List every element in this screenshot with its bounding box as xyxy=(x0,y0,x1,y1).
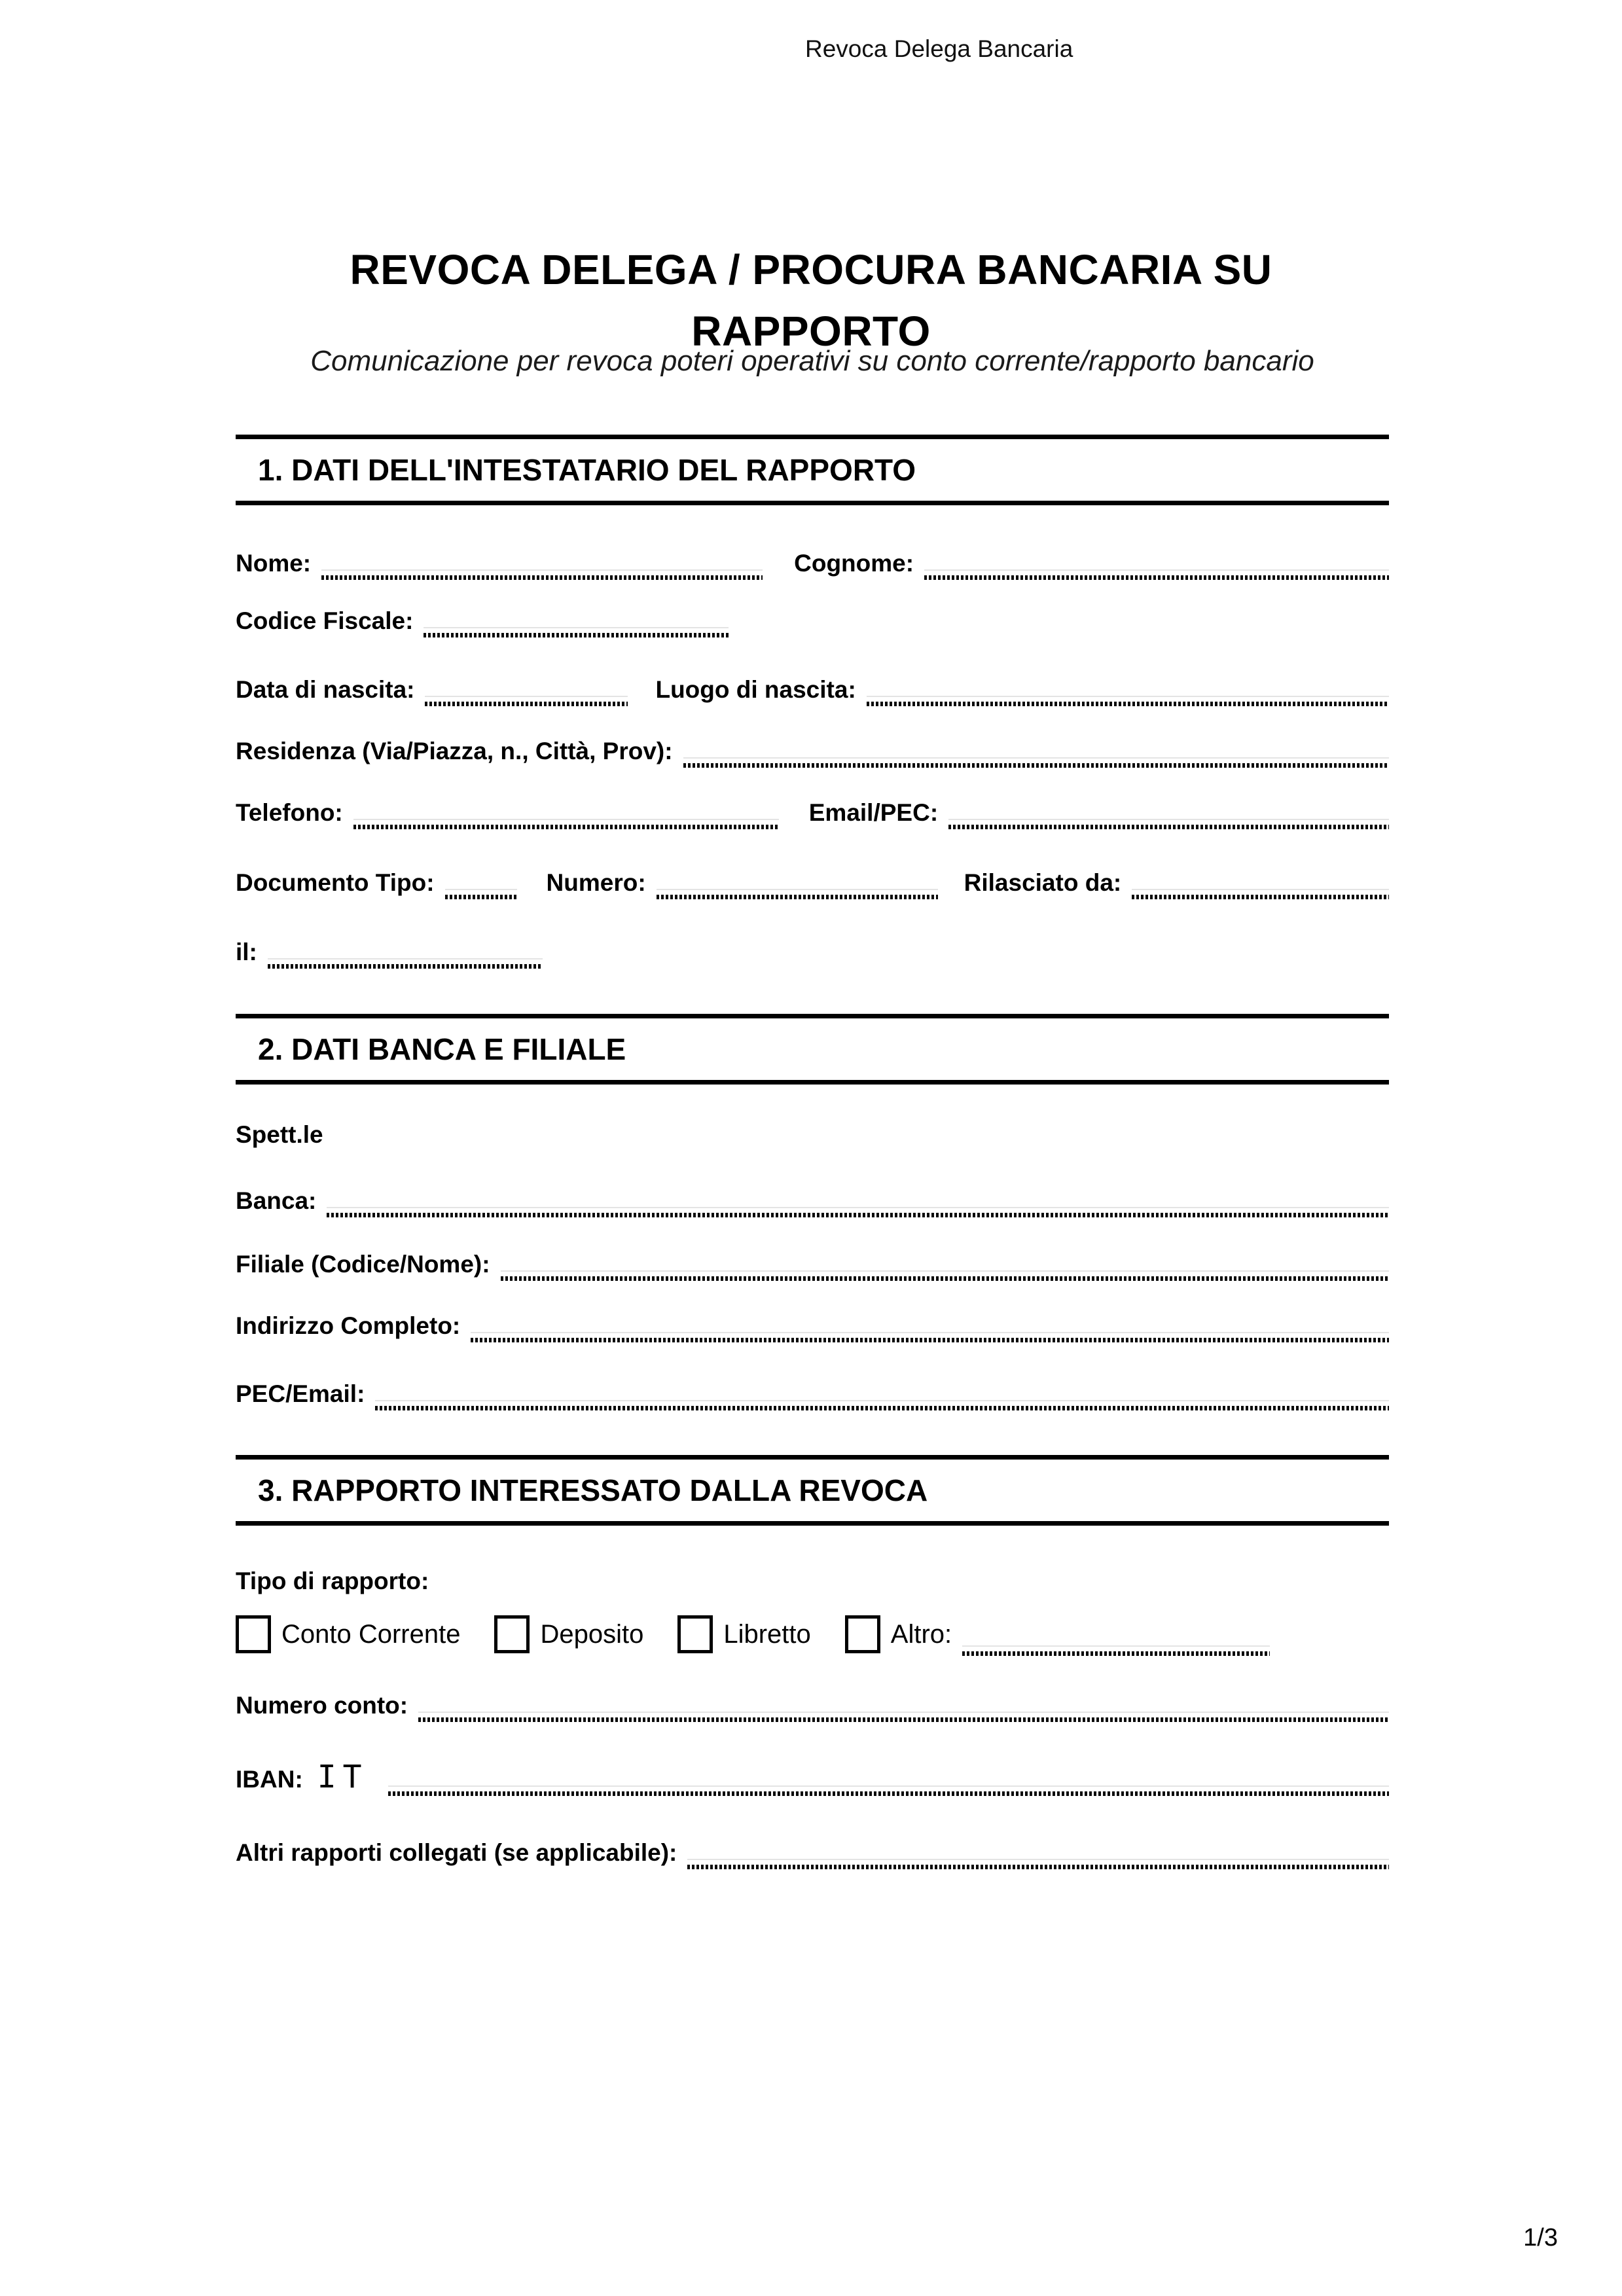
documento-numero-label: Numero: xyxy=(546,869,646,896)
row-telefono-email xyxy=(236,797,1389,829)
numero-conto-input-line[interactable] xyxy=(418,1712,1389,1722)
nome-label: Nome: xyxy=(236,550,312,577)
row-documento xyxy=(236,867,1389,899)
telefono-label: Telefono: xyxy=(236,799,343,826)
data-nascita-label: Data di nascita: xyxy=(236,676,415,703)
tipo-rapporto-options xyxy=(236,1615,1389,1653)
spettle-text: Spett.le xyxy=(236,1121,323,1148)
luogo-nascita-label: Luogo di nascita: xyxy=(655,676,856,703)
section-1-heading: 1. DATI DELL'INTESTATARIO DEL RAPPORTO xyxy=(236,435,1389,505)
tipo-rapporto-label: Tipo di rapporto: xyxy=(236,1568,429,1594)
pec-email-input-line[interactable] xyxy=(375,1400,1389,1410)
iban-input-line[interactable] xyxy=(388,1785,1389,1796)
luogo-nascita-input-line[interactable] xyxy=(867,696,1389,706)
iban-country-value[interactable]: IT xyxy=(317,1759,369,1795)
iban-label: IBAN: xyxy=(236,1766,303,1793)
conto-corrente-label: Conto Corrente xyxy=(281,1620,461,1649)
row-pec-email xyxy=(236,1378,1389,1410)
libretto-label: Libretto xyxy=(723,1620,811,1649)
residenza-label: Residenza (Via/Piazza, n., Città, Prov): xyxy=(236,738,673,764)
data-nascita-input-line[interactable] xyxy=(425,696,628,706)
row-filiale xyxy=(236,1248,1389,1281)
email-pec-label: Email/PEC: xyxy=(808,799,939,826)
option-altro xyxy=(845,1615,952,1653)
rilasciato-da-label: Rilasciato da: xyxy=(964,869,1122,896)
il-label: il: xyxy=(236,939,257,965)
altro-checkbox[interactable] xyxy=(845,1615,880,1653)
codice-fiscale-input-line[interactable] xyxy=(424,627,729,637)
row-numero-conto xyxy=(236,1689,1389,1722)
cognome-label: Cognome: xyxy=(794,550,914,577)
conto-corrente-checkbox[interactable] xyxy=(236,1615,271,1653)
documento-numero-input-line[interactable] xyxy=(657,889,938,899)
telefono-input-line[interactable] xyxy=(353,819,779,829)
deposito-label: Deposito xyxy=(540,1620,644,1649)
form-subtitle: Comunicazione per revoca poteri operativi su conto corrente/rapporto bancario xyxy=(310,345,1314,377)
altro-input-line[interactable] xyxy=(962,1645,1270,1656)
cognome-input-line[interactable] xyxy=(924,569,1389,580)
row-residenza xyxy=(236,735,1389,768)
altri-rapporti-label: Altri rapporti collegati (se applicabile): xyxy=(236,1839,677,1866)
banca-input-line[interactable] xyxy=(327,1207,1389,1217)
il-input-line[interactable] xyxy=(268,958,543,969)
codice-fiscale-label: Codice Fiscale: xyxy=(236,607,414,634)
nome-input-line[interactable] xyxy=(321,569,763,580)
documento-tipo-label: Documento Tipo: xyxy=(236,869,435,896)
altro-label: Altro: xyxy=(890,1620,952,1649)
row-nascita xyxy=(236,673,1389,706)
option-deposito xyxy=(494,1615,643,1653)
row-iban xyxy=(236,1759,1389,1796)
form-title: REVOCA DELEGA / PROCURA BANCARIA SU RAPPORTO xyxy=(350,245,1272,355)
page-number: 1/3 xyxy=(1523,2224,1558,2251)
filiale-input-line[interactable] xyxy=(501,1270,1389,1281)
indirizzo-label: Indirizzo Completo: xyxy=(236,1312,461,1339)
option-libretto xyxy=(677,1615,810,1653)
row-nome-cognome xyxy=(236,547,1389,580)
deposito-checkbox[interactable] xyxy=(494,1615,530,1653)
rilasciato-da-input-line[interactable] xyxy=(1132,889,1389,899)
row-indirizzo xyxy=(236,1310,1389,1342)
pdf-header-title: Revoca Delega Bancaria xyxy=(805,35,1073,62)
libretto-checkbox[interactable] xyxy=(677,1615,713,1653)
pec-email-label: PEC/Email: xyxy=(236,1380,365,1407)
section-3-heading: 3. RAPPORTO INTERESSATO DALLA REVOCA xyxy=(236,1455,1389,1526)
residenza-input-line[interactable] xyxy=(683,757,1389,768)
documento-tipo-input-line[interactable] xyxy=(445,889,517,899)
altri-rapporti-input-line[interactable] xyxy=(687,1859,1389,1869)
numero-conto-label: Numero conto: xyxy=(236,1692,408,1719)
email-pec-input-line[interactable] xyxy=(948,819,1389,829)
row-codice-fiscale xyxy=(236,605,1389,637)
filiale-label: Filiale (Codice/Nome): xyxy=(236,1251,490,1278)
option-conto-corrente xyxy=(236,1615,460,1653)
banca-label: Banca: xyxy=(236,1187,317,1214)
row-il xyxy=(236,936,1389,969)
indirizzo-input-line[interactable] xyxy=(471,1332,1389,1342)
row-altri-rapporti xyxy=(236,1837,1389,1869)
row-banca xyxy=(236,1185,1389,1217)
section-2-heading: 2. DATI BANCA E FILIALE xyxy=(236,1014,1389,1085)
